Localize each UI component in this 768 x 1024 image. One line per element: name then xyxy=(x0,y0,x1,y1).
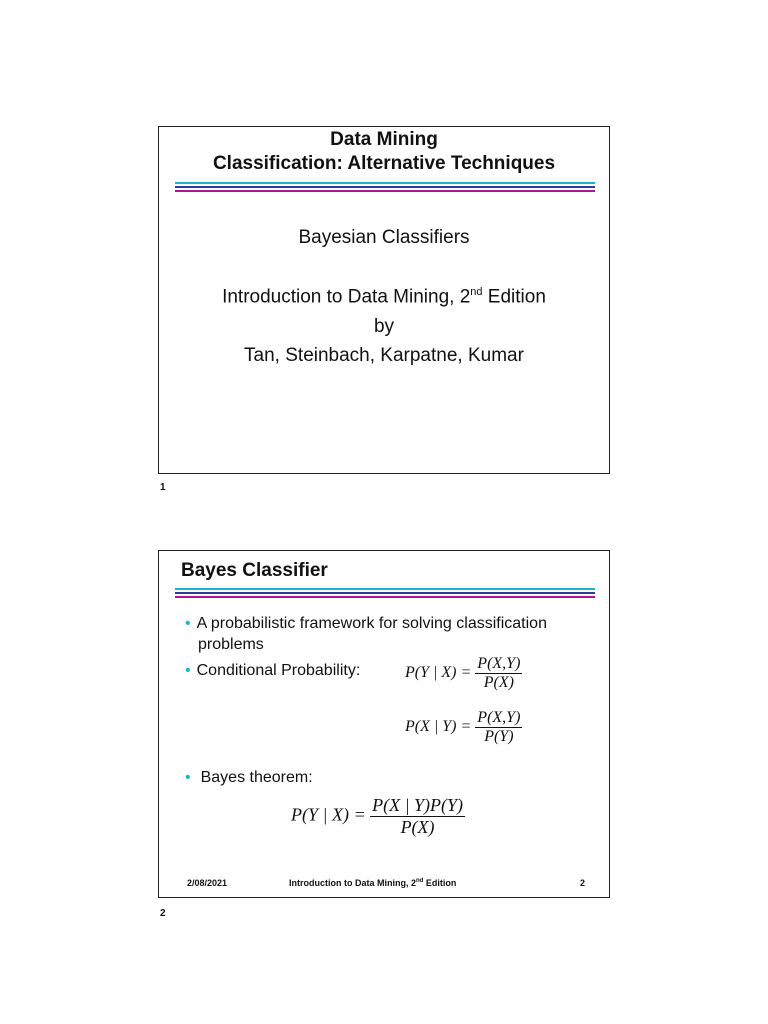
book-title-prefix: Introduction to Data Mining, 2 xyxy=(222,286,471,308)
equation-bayes-theorem: P(Y | X) = $\frac{P(X | Y)P(Y)}{P(X)}$ xyxy=(291,795,464,837)
slide-1-title xyxy=(159,128,609,176)
page-number-2: 2 xyxy=(160,908,166,919)
slide-2 xyxy=(158,550,610,898)
page-number-1: 1 xyxy=(160,482,166,493)
footer-page-number: 2 xyxy=(579,878,585,888)
bullet-probabilistic-framework: • A probabilistic framework for solving classification problems xyxy=(185,615,547,653)
equation-conditional-x-given-y: P(X | Y) = $\frac{P(X,Y)}{P(Y)}$ xyxy=(405,709,521,745)
slide-1-authors: Tan, Steinbach, Karpatne, Kumar xyxy=(244,345,524,366)
book-title-sup: nd xyxy=(470,286,483,298)
book-title-suffix: Edition xyxy=(482,286,546,308)
slide-1-title-line-2: Classification: Alternative Techniques xyxy=(212,153,556,174)
bullet-dot-icon: • xyxy=(185,615,191,632)
bullet-conditional-probability: • Conditional Probability: xyxy=(185,662,361,679)
slide-1-title-line-1: Data Mining xyxy=(330,129,438,150)
bullet-dot-icon: • xyxy=(185,662,191,679)
slide-1-subtitle: Bayesian Classifiers xyxy=(298,227,470,248)
slide-1 xyxy=(158,126,610,474)
footer-book-title: Introduction to Data Mining, 2nd Edition xyxy=(289,878,457,888)
bullet-dot-icon: • xyxy=(185,769,191,786)
title-stripes xyxy=(175,182,595,192)
footer-date: 2/08/2021 xyxy=(187,878,228,888)
title-stripes xyxy=(175,588,595,598)
slide-1-book-title xyxy=(159,286,609,308)
equation-conditional-y-given-x: P(Y | X) = $\frac{P(X,Y)}{P(X)}$ xyxy=(405,655,521,691)
slide-1-by: by xyxy=(373,316,395,337)
slide-2-title: Bayes Classifier xyxy=(181,560,328,581)
bullet-bayes-theorem: • Bayes theorem: xyxy=(185,769,313,786)
